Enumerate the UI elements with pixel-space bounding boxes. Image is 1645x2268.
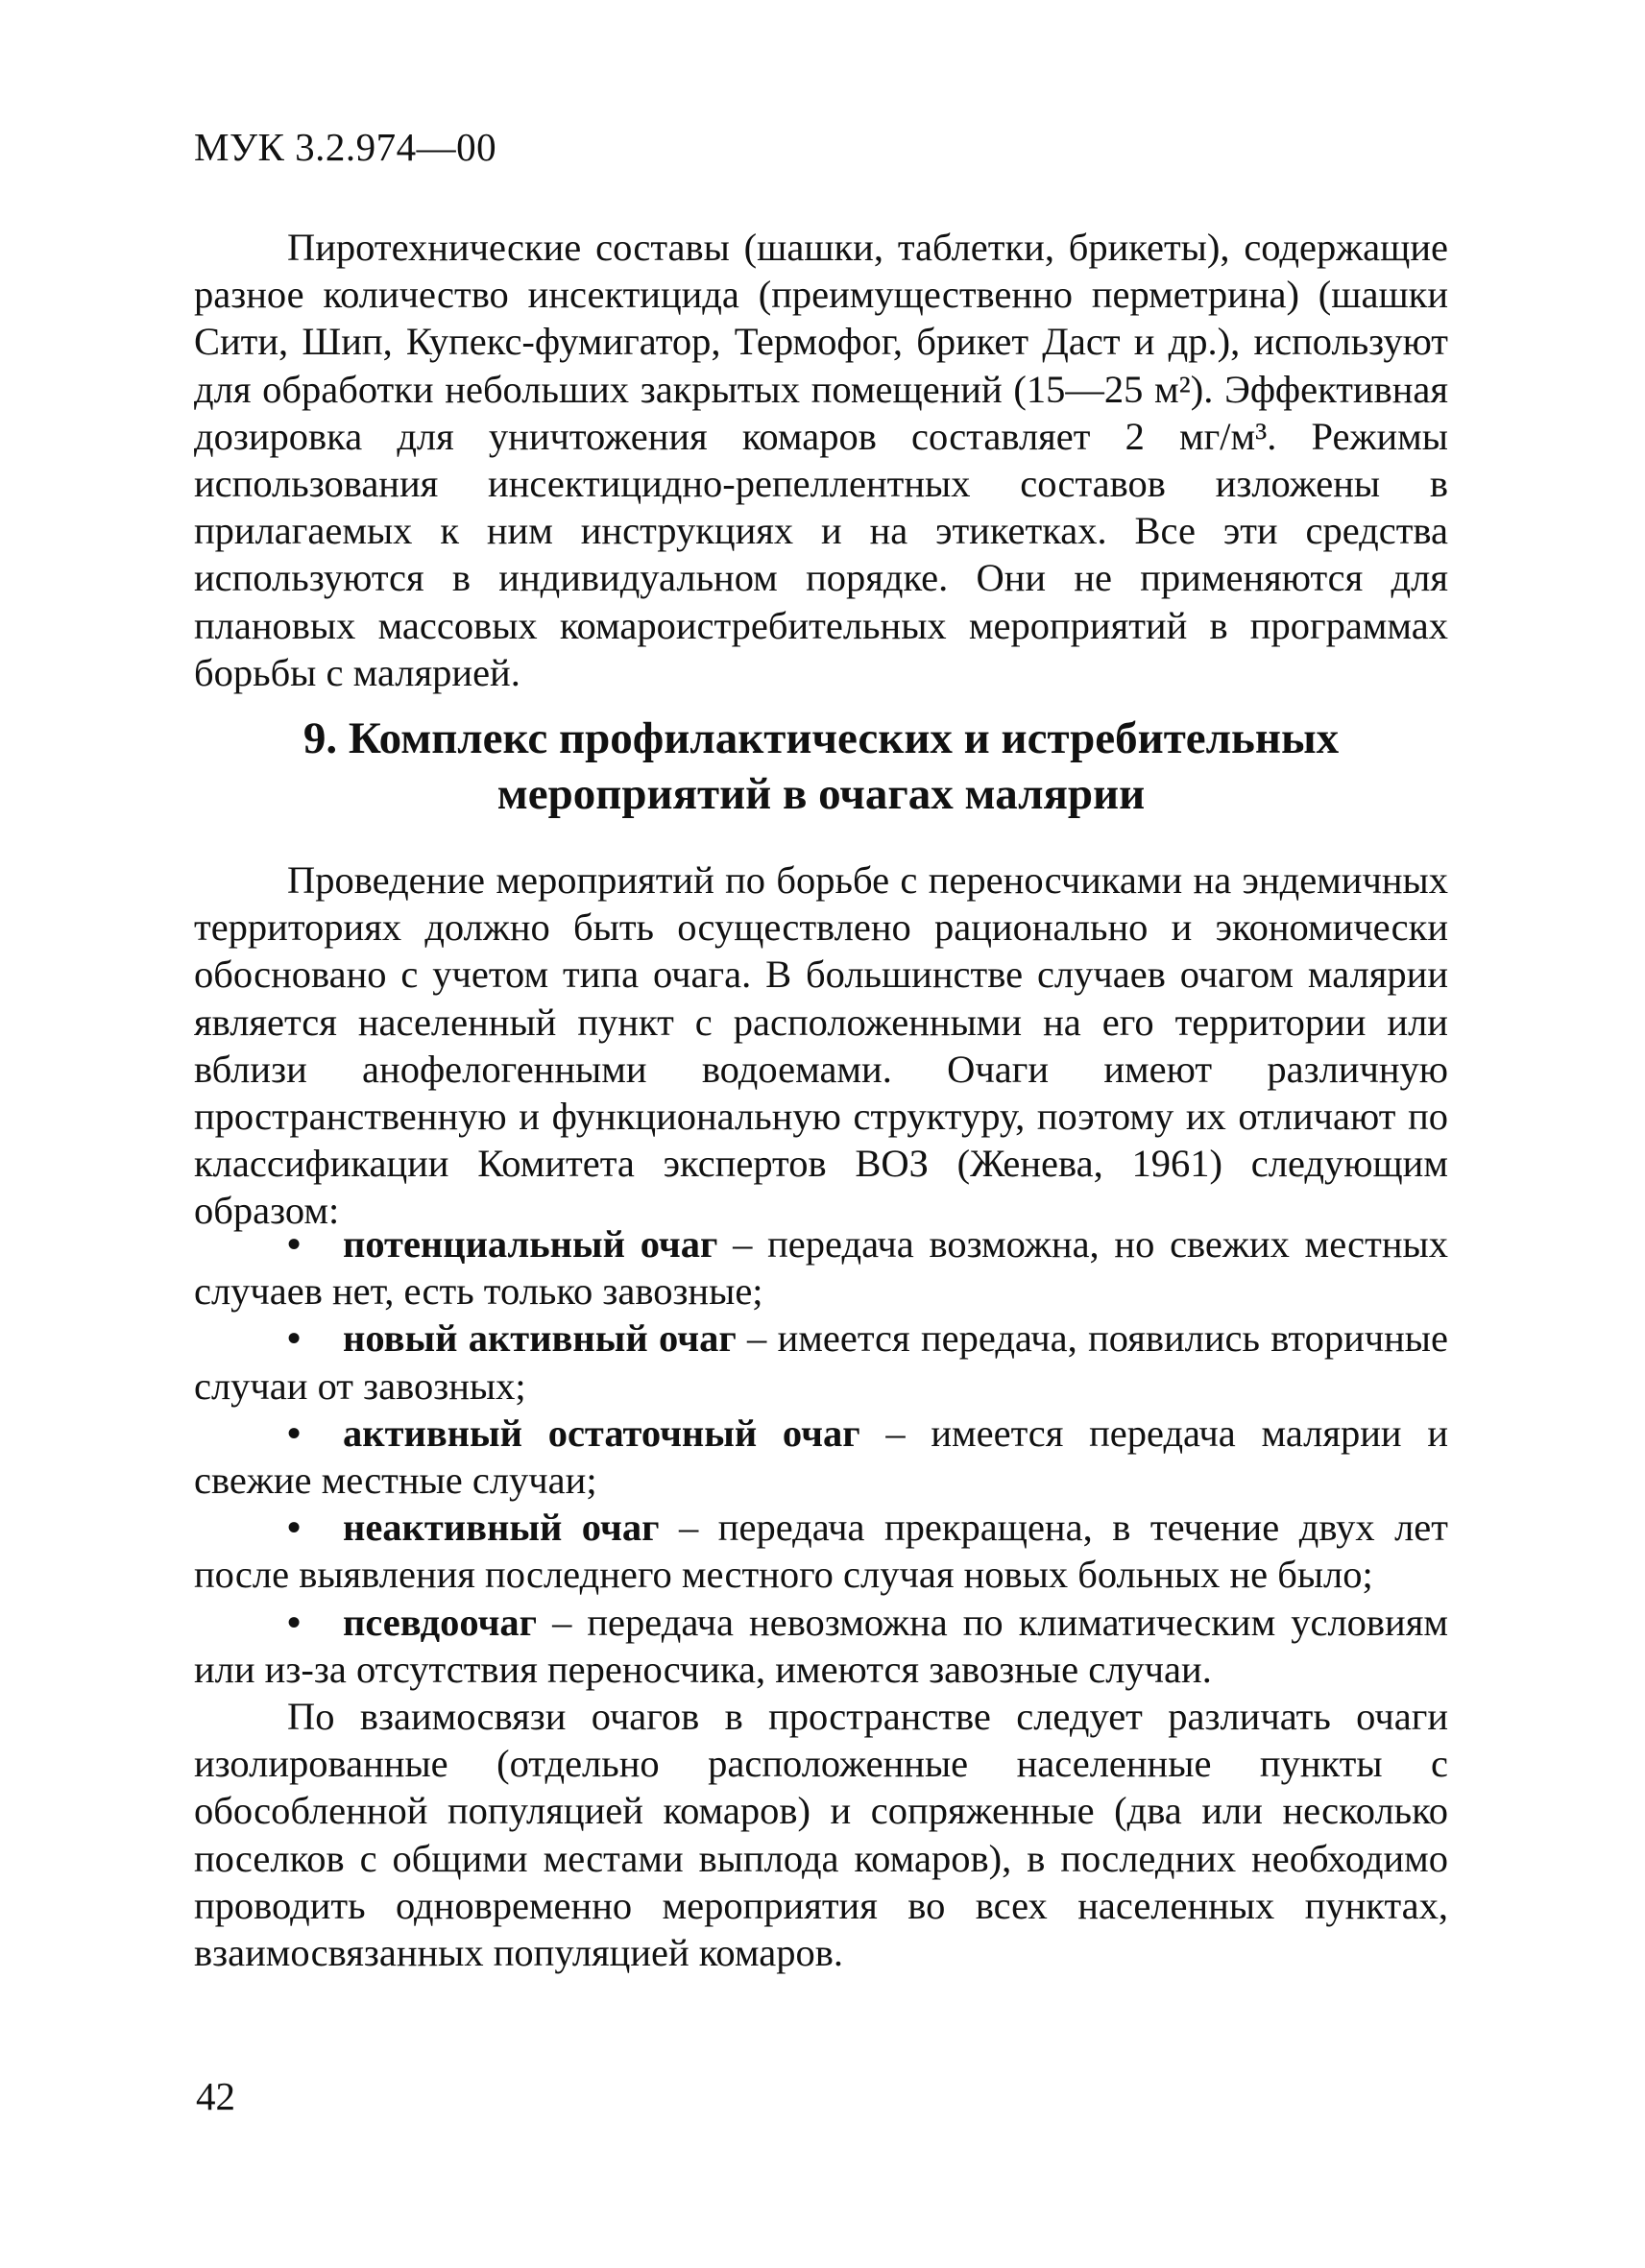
list-item	[194, 1220, 1448, 1315]
paragraph-text: Проведение мероприятий по борьбе с переносчиками на эндемичных территориях должно быть осуществлено рационально и экономически обосновано с учетом типа очага. В большинстве случаев очагом малярии является населенный пункт с расположенными на его территории или вблизи анофелогенными водоемами. Очаги имеют различную пространственную и функциональную структуру, поэтому их отличают по классификации Комитета экспертов ВОЗ (Женева, 1961) следующим образом:	[194, 858, 1448, 1233]
body-paragraph-measures	[194, 857, 1448, 1235]
bullet-icon: •	[287, 1600, 302, 1644]
list-item-description: – передача возможна, но свежих местных случаев нет, есть только завозные;	[194, 1222, 1448, 1314]
focus-type-list	[194, 1220, 1448, 1693]
section-heading-line-1: 9. Комплекс профилактических и истребительных	[302, 713, 1340, 763]
bullet-icon: •	[287, 1411, 302, 1455]
section-heading	[194, 711, 1448, 822]
page-number: 42	[196, 2074, 235, 2118]
list-item	[194, 1504, 1448, 1598]
body-paragraph-pyrotechnics	[194, 224, 1448, 696]
list-item-description: – имеется передача, появились вторичные случаи от завозных;	[194, 1316, 1448, 1408]
paragraph-text: Пиротехнические составы (шашки, таблетки, брикеты), содержащие разное количество инсектицида (преимущественно перметрина) (шашки Сити, Шип, Купекс-фумигатор, Термофог, брикет Даст и др.), используют для обработки небольших закрытых помещений (15—25 м²). Эффективная дозировка для уничтожения комаров составляет 2 мг/м³. Режимы использования инсектицидно-репеллентных составов изложены в прилагаемых к ним инструкциях и на этикетках. Все эти средства используются в индивидуальном порядке. Они не применяются для плановых массовых комароистребительных мероприятий в программах борьбы с малярией.	[194, 226, 1448, 694]
list-item-term: псевдоочаг	[343, 1600, 538, 1644]
list-item	[194, 1599, 1448, 1693]
bullet-icon: •	[287, 1506, 302, 1550]
list-item-description: – передача невозможна по климатическим условиям или из-за отсутствия переносчика, имеются завозные случаи.	[194, 1600, 1448, 1691]
paragraph-text: По взаимосвязи очагов в пространстве следует различать очаги изолированные (отдельно расположенные населенные пункты с обособленной популяцией комаров) и сопряженные (два или несколько поселков с общими местами выплода комаров), в последних необходимо проводить одновременно мероприятия во всех населенных пунктах, взаимосвязанных популяцией комаров.	[194, 1695, 1448, 1975]
list-item-term: потенциальный очаг	[343, 1222, 718, 1266]
body-paragraph-focus-relations	[194, 1693, 1448, 1976]
list-item-term: активный остаточный очаг	[343, 1411, 860, 1455]
list-item-description: – передача прекращена, в течение двух лет после выявления последнего местного случая новых больных не было;	[194, 1506, 1448, 1597]
list-item-term: неактивный очаг	[343, 1506, 660, 1550]
list-item-description: – имеется передача малярии и свежие местные случаи;	[194, 1411, 1448, 1503]
list-item	[194, 1410, 1448, 1504]
bullet-icon: •	[287, 1316, 302, 1361]
list-item-term: новый активный очаг	[343, 1316, 737, 1361]
running-title: МУК 3.2.974—00	[194, 125, 497, 169]
section-heading-line-2: мероприятий в очагах малярии	[496, 769, 1146, 819]
list-item	[194, 1315, 1448, 1409]
bullet-icon: •	[287, 1222, 302, 1266]
